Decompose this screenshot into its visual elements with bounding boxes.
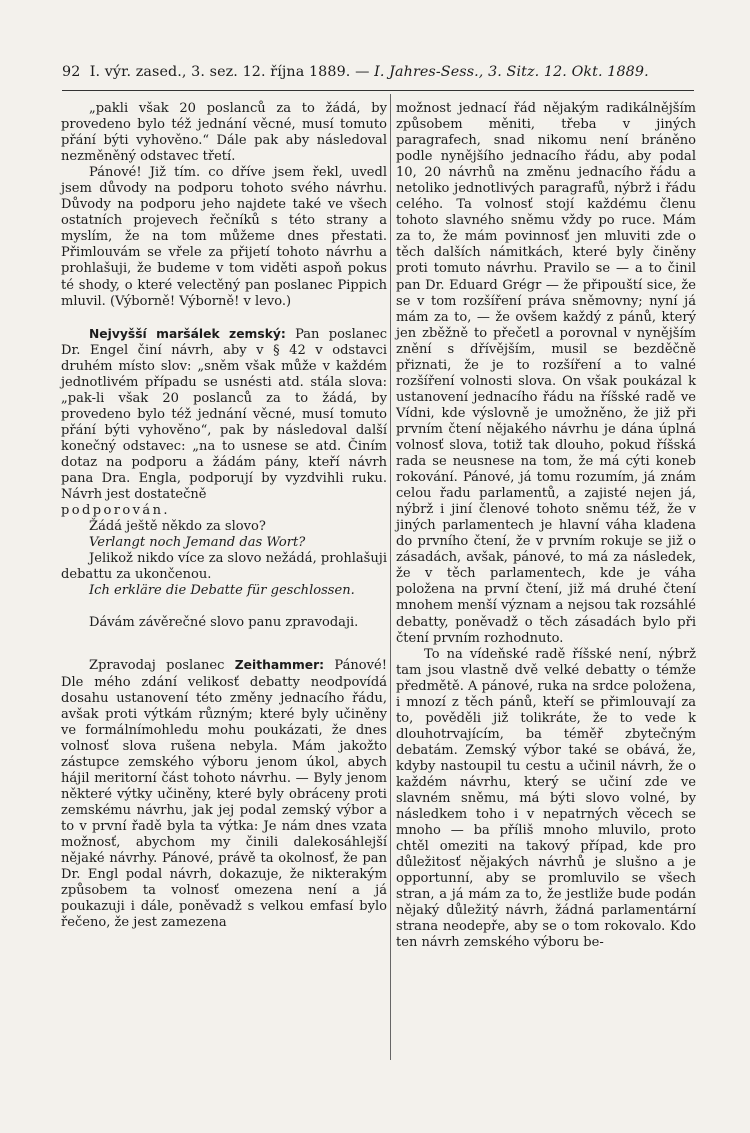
paragraph: Dávám závěrečné slovo panu zpravodaji. <box>89 615 359 631</box>
paragraph <box>61 326 387 504</box>
header-left: I. výr. zased., 3. sez. 12. října 1889. <box>89 64 351 80</box>
paragraph: Jelikož nikdo více za slovo nežádá, prohlašuji debattu za ukončenou. <box>61 551 387 583</box>
paragraph: podporován. <box>61 503 170 519</box>
paragraph: Ich erkläre die Debatte für geschlossen. <box>89 583 355 599</box>
spacer <box>61 631 387 657</box>
paragraph: To na vídeňské radě říšské není, nýbrž tam jsou vlastně dvě velké debatty o témže předmětě. A pánové, ruka na srdce položena, i mnozí z těch pánů, kteří se přimlouvají za to, pověděli již tolikráte, že to vede k dlouhotrvajícím, ba téměř zbytečným debatám. Zemský výbor také se obává, že, kdyby nastoupil tu cestu a učinil návrh, že o každém návrhu, který se učiní zde ve slavném sněmu, má býti slovo volné, by následkem toho i v nepatrných věcech se mnoho — ba příliš mnoho mluvilo, proto chtěl omeziti na takový případ, kde pro důležitosť nějakých návrhů je slušno a je opportunní, aby se promluvilo se všech stran, a já mám za to, že jestliže bude podán nějaký důležitý návrh, žádná parlamentární strana neodepře, aby se o tom rokovalo. Kdo ten návrh zemského výboru be- <box>396 646 696 951</box>
speech-text: Pan poslanec Dr. Engel činí návrh, aby v § 42 v odstavci druhém místo slov: „sněm však může v každém jednotlivém případu se usnésti atd. stála slova: „pak-li však 20 poslanců za to žádá, by provedeno bylo též jednání věcné, musí tomuto přání býti vyhověno“, pak by následoval další konečný odstavec: „na to usnese se atd. Činím dotaz na podporu a žádám pány, kteří návrh pana Dra. Engla, podporují by vyzdvihli ruku. Návrh jest dostatečně <box>61 326 388 503</box>
header-right: I. Jahres-Sess., 3. Sitz. 12. Okt. 1889. <box>374 64 649 80</box>
paragraph: Pánové! Již tím. co dříve jsem řekl, uvedl jsem důvody na podporu tohoto svého návrhu. Důvody na podporu jeho najdete také ve všech ostatních projevech řečníků s této strany a myslím, že na tom můžeme dnes přestati. Přimlouvám se vřele za přijetí tohoto návrhu a prohlašuji, že budeme v tom viděti aspoň pokus té shody, o které velectěný pan poslanec Pippich mluvil. (Výborně! Výborně! v levo.) <box>61 165 387 309</box>
paragraph: Žádá ještě někdo za slovo? <box>89 519 266 535</box>
header-dash: — <box>355 64 370 80</box>
header-rule <box>62 90 694 91</box>
paragraph: možnost jednací řád nějakým radikálnějším způsobem měniti, třeba v jiných paragrafech, snad nikomu není bráněno podle nynějšího jednacího řádu, aby podal 10, 20 návrhů na změnu jednacího řádu a netoliko jednotlivých paragrafů, nýbrž i řádu celého. Ta volnosť stojí každému členu tohoto slavného sněmu vždy po ruce. Mám za to, že mám povinnosť jen mluviti zde o těch dalších námitkách, které byly činěny proti tomuto návrhu. Pravilo se — a to činil pan Dr. Eduard Grégr — že připouští sice, že se v tom rozšíření práva sněmovny; nyní já mám za to, — že ovšem každý z pánů, který jen zběžně to přečetl a porovnal v nynějším znění s dřívějším, musil se bezděčně přiznati, že je to rozšíření a to valné rozšíření volnosti slova. On však poukázal k ustanovení jednacího řádu na říšské radě ve Vídni, kde výslovně je umožněno, že již při prvním čtení nějakého návrhu je dána úplná volnosť slova, totiž tak dlouho, pokud říšská rada se neusnese na tom, že má cýti koneb rokování. Pánové, já tomu rozumím, já znám celou řadu parlamentů, a zajisté nejen já, nýbrž i jiní členové tohoto sněmu též, že v jiných parlamentech je hlavní váha kladena do prvního čtení, že v prvním rokuje se již o zásadách, avšak, pánové, to má za následek, že v těch parlamentech, kde je váha položena na první čtení, již má druhé čtení mnohem menší význam a nejsou tak rozsáhlé debatty, poněvadž o těch zásadách bylo při čtení prvním rozhodnuto. <box>396 101 696 646</box>
spacer <box>61 310 387 326</box>
speech-text: Pánové! Dle mého zdání velikosť debatty neodpovídá dosahu ustanovení této změny jednacího řádu, avšak proti výtkám různým; které byly učiněny ve formálnímohledu mohu poukázati, že dnes volnosť slova rušena nebyla. Mám jakožto zástupce zemského výboru jenom úkol, abych hájil meritorní část tohoto návrhu. — Byly jenom některé výtky učiněny, které byly obráceny proti zemskému návrhu, jak jej podal zemský výbor a to v první řadě byla ta výtka: Je nám dnes vzata možnosť, abychom my činili dalekosáhlejší nějaké návrhy. Pánové, právě ta okolnosť, že pan Dr. Engl podal návrh, dokazuje, že nikterakým způsobem ta volnosť omezena není a já poukazuji i dále, poněvadž s velkou emfasí bylo řečeno, že jest zamezena <box>61 658 387 931</box>
paragraph: Verlangt noch Jemand das Wort? <box>89 535 306 551</box>
speaker-name: Nejvyšší maršálek zemský: <box>89 326 286 341</box>
right-column <box>396 101 696 951</box>
left-column <box>61 101 387 931</box>
paragraph <box>61 657 387 931</box>
speech-prefix: Zpravodaj poslanec <box>89 658 235 674</box>
running-header <box>62 64 694 80</box>
page-number: 92 <box>62 64 81 80</box>
speaker-name: Zeithammer: <box>234 658 325 673</box>
paragraph: „pakli však 20 poslanců za to žádá, by provedeno bylo též jednání věcné, musí tomuto přání býti vyhověno.“ Dále pak aby následoval nezměněný odstavec třetí. <box>61 101 387 165</box>
spacer <box>61 599 387 615</box>
column-divider <box>390 94 391 1060</box>
